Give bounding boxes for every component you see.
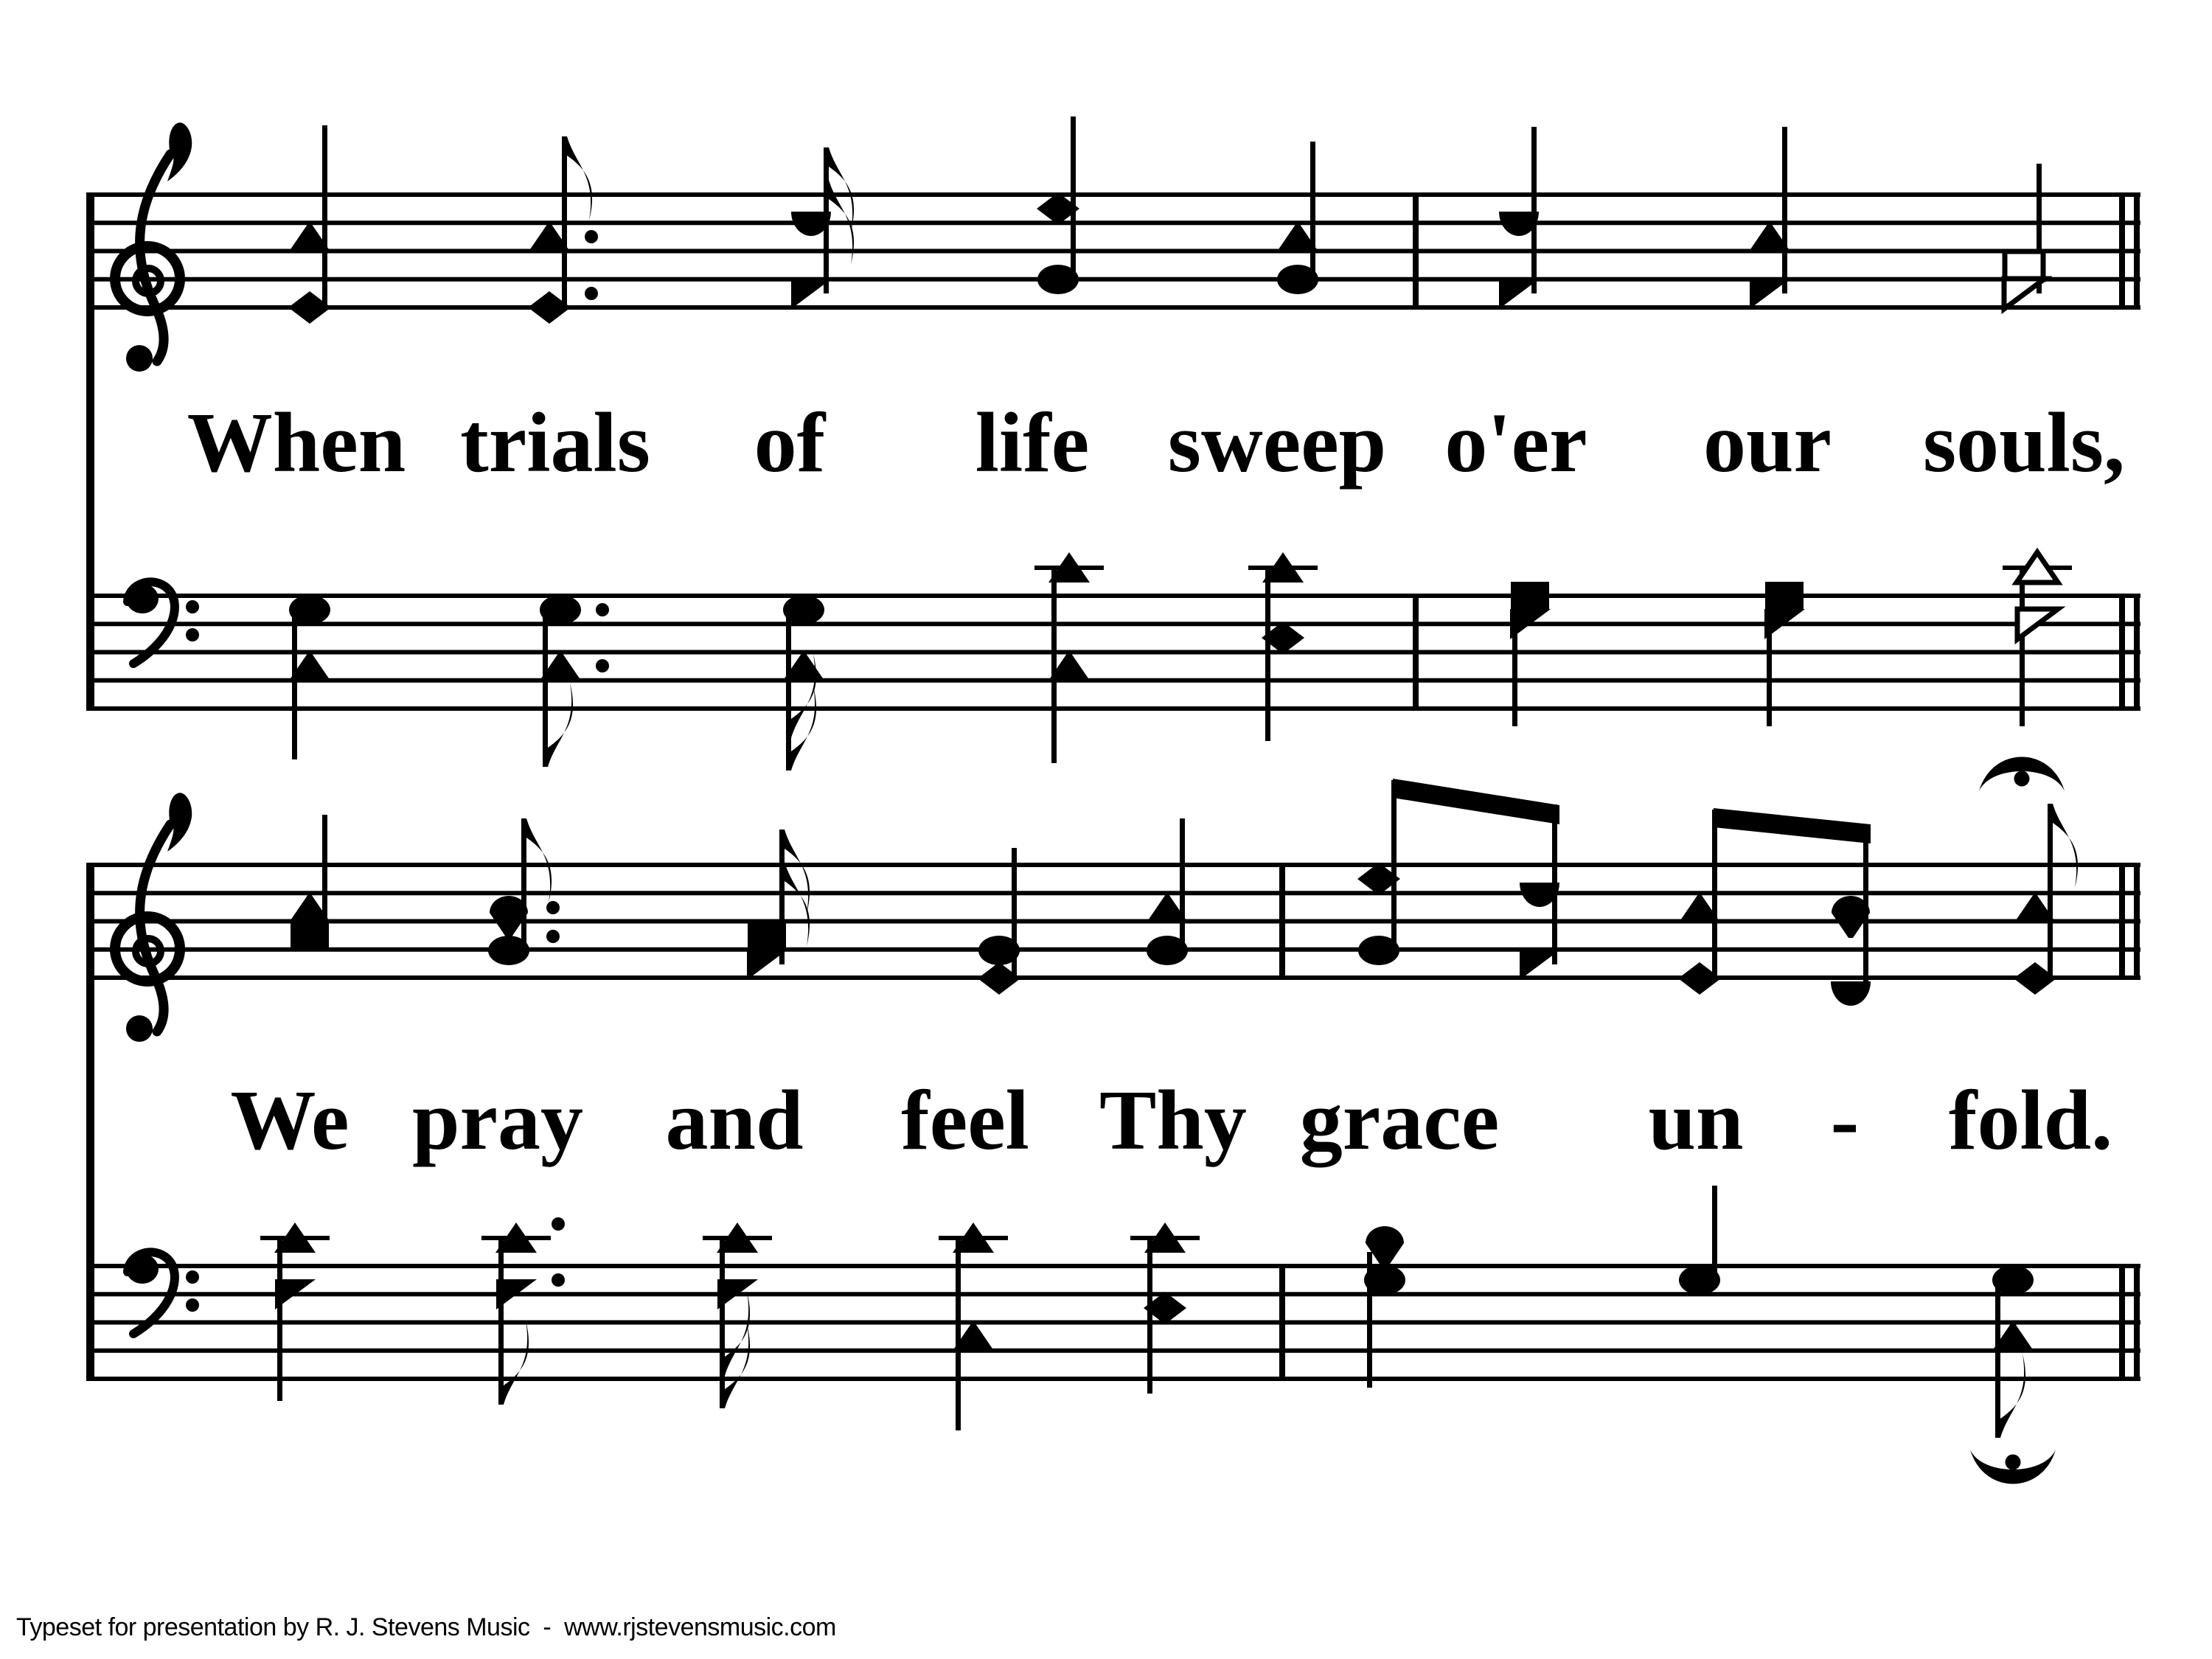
note-chord	[2017, 552, 2058, 726]
note-stem	[498, 1238, 504, 1405]
notehead-fa	[1499, 279, 1540, 309]
note-stem	[521, 818, 526, 950]
bass-clef-dot	[186, 628, 199, 641]
note-chord	[2004, 164, 2045, 309]
notehead-sol	[1364, 1265, 1405, 1295]
treble-clef-hook	[167, 793, 192, 852]
notehead-fa	[2004, 279, 2045, 309]
treble-clef-dot	[126, 345, 153, 372]
final-barline	[2119, 192, 2125, 310]
treble-clef-icon	[115, 793, 192, 1042]
lyric-word: souls,	[1922, 396, 2126, 490]
treble-staff-2	[92, 780, 2140, 1042]
final-barline	[2134, 863, 2140, 980]
staff-line	[92, 622, 2140, 626]
eighth-flag	[791, 686, 816, 771]
notehead-fa-path	[791, 279, 832, 309]
staff-line	[92, 1349, 2140, 1353]
staff-line	[92, 305, 2140, 310]
eighth-flag	[829, 147, 854, 232]
notehead-sol	[1277, 265, 1318, 294]
note-stem	[1071, 116, 1076, 279]
lyric-word: our	[1703, 396, 1832, 490]
lyric-line-1	[187, 396, 2125, 490]
treble-clef-hook	[167, 122, 192, 181]
staff-line	[92, 220, 2140, 225]
note-chord	[783, 595, 824, 771]
augmentation-dot	[596, 603, 609, 616]
notehead-sol	[978, 936, 1020, 965]
notehead-sol	[488, 936, 529, 965]
notehead-sol	[540, 595, 581, 625]
lyric-word: -	[1830, 1074, 1860, 1168]
staff-line	[92, 919, 2140, 924]
note-stem	[1180, 818, 1185, 950]
staff-line	[92, 891, 2140, 895]
staff-line	[92, 249, 2140, 254]
fermata-dot	[2014, 771, 2030, 787]
staff-line	[92, 1377, 2140, 1381]
notehead-sol	[1992, 1265, 2034, 1295]
note-chord	[2014, 804, 2078, 995]
augmentation-dot	[546, 901, 560, 914]
lyric-word: feel	[901, 1074, 1029, 1168]
notehead-la	[291, 922, 329, 950]
lyric-line-2	[230, 1074, 2112, 1168]
note-stem	[786, 610, 791, 771]
eighth-flag	[2000, 1354, 2025, 1438]
measure-barline	[1413, 594, 1419, 711]
note-stem	[2048, 804, 2053, 978]
augmentation-dot	[585, 287, 598, 300]
note-stem	[1712, 1186, 1717, 1280]
bass-clef-dot	[186, 1298, 199, 1312]
notehead-la	[748, 922, 786, 950]
note-chord	[289, 815, 330, 950]
notehead-fa	[1750, 279, 1790, 309]
staff-line	[92, 947, 2140, 952]
notehead-sol	[783, 595, 824, 625]
augmentation-dot	[552, 1273, 565, 1287]
notehead-sol	[1358, 936, 1399, 965]
note-stem	[956, 1238, 961, 1430]
note-stem	[1310, 142, 1315, 279]
notehead-fa-path	[1499, 279, 1540, 309]
note-stem	[1712, 810, 1717, 978]
staff-line	[92, 678, 2140, 683]
note-chord	[1277, 142, 1318, 294]
staff-line	[92, 594, 2140, 598]
note-chord	[528, 136, 598, 324]
beam	[1393, 779, 1559, 824]
notehead-fa-path	[1750, 279, 1790, 309]
eighth-flag	[567, 136, 592, 220]
lyric-word: grace	[1299, 1074, 1500, 1168]
note-chord	[1262, 552, 1304, 741]
lyric-word: o'er	[1444, 396, 1587, 490]
staff-line	[92, 706, 2140, 711]
eighth-flag	[2053, 804, 2078, 888]
note-chord	[1520, 804, 1560, 980]
lyric-word: fold.	[1948, 1074, 2113, 1168]
lyric-word: and	[665, 1074, 804, 1168]
note-chord	[1499, 127, 1540, 309]
note-chord	[1679, 1186, 1720, 1295]
notehead-fa	[791, 279, 832, 309]
note-chord	[495, 1217, 565, 1405]
note-chord	[1037, 116, 1079, 294]
note-stem	[277, 1238, 282, 1401]
staff-line	[92, 1292, 2140, 1296]
fermata-dot	[2006, 1455, 2021, 1470]
note-stem	[1782, 127, 1787, 293]
note-stem	[1531, 127, 1537, 293]
system-start-barline	[86, 863, 94, 1381]
treble-clef-icon	[115, 122, 192, 372]
lyric-word: un	[1648, 1074, 1744, 1168]
measure-barline	[1413, 192, 1419, 310]
note-stem	[562, 136, 567, 307]
measure-barline	[1279, 863, 1285, 980]
notehead-sol	[1147, 936, 1188, 965]
note-chord	[1749, 127, 1790, 309]
note-chord	[1678, 810, 1721, 995]
note-stem	[1995, 1280, 2000, 1438]
notehead-la	[1765, 582, 1804, 610]
staff-line	[92, 975, 2140, 980]
fermata-icon	[1970, 1450, 2056, 1484]
augmentation-dot	[585, 230, 598, 243]
eighth-flag	[504, 1321, 529, 1405]
bass-clef-dot	[186, 600, 199, 613]
note-stem	[1147, 1238, 1152, 1394]
treble-staff-1	[92, 116, 2140, 372]
notehead-sol	[1679, 1265, 1720, 1295]
note-chord	[1364, 1226, 1405, 1388]
note-stem	[322, 125, 327, 307]
lyric-word: trials	[460, 396, 650, 490]
lyric-word: sweep	[1167, 396, 1387, 490]
final-barline	[2119, 863, 2125, 980]
note-stem	[1051, 568, 1057, 763]
notehead-re	[1831, 981, 1871, 1006]
final-barline	[2134, 594, 2140, 711]
eighth-flag	[725, 1324, 750, 1408]
eighth-flag	[526, 818, 552, 902]
note-stem	[543, 610, 548, 767]
note-chord	[1357, 780, 1400, 965]
treble-clef-dot	[126, 1015, 153, 1042]
eighth-flag	[785, 830, 810, 914]
bass-staff-1	[92, 552, 2140, 771]
staff-line	[92, 192, 2140, 197]
bass-staff-2	[92, 1186, 2140, 1438]
lyric-word: Thy	[1099, 1074, 1247, 1168]
notehead-la	[2005, 251, 2043, 279]
augmentation-dot	[596, 659, 609, 672]
notehead-re-path	[1831, 981, 1871, 1006]
staff-line	[92, 277, 2140, 282]
note-stem	[292, 610, 297, 759]
note-chord	[289, 595, 330, 759]
staff-line	[92, 1264, 2140, 1268]
final-barline	[2119, 1264, 2125, 1381]
beam	[1714, 808, 1871, 844]
system-start-barline	[86, 192, 94, 711]
note-chord	[1048, 552, 1090, 763]
lyric-word: life	[975, 396, 1090, 490]
notehead-sol	[1037, 265, 1079, 294]
staff-line	[92, 1321, 2140, 1325]
notehead-fa-path	[2004, 279, 2045, 309]
note-chord	[953, 1222, 994, 1430]
note-chord	[274, 1222, 316, 1401]
notehead-sol	[289, 595, 330, 625]
final-barline	[2119, 594, 2125, 711]
eighth-flag	[548, 683, 573, 767]
note-stem	[1391, 780, 1397, 950]
note-stem	[2020, 568, 2025, 726]
lyric-word: pray	[412, 1074, 583, 1168]
note-chord	[747, 830, 810, 980]
bass-clef-dot	[186, 1270, 199, 1284]
footer-credit: Typeset for presentation by R. J. Stevens Music - www.rjstevensmusic.com	[16, 1613, 836, 1641]
measure-barline	[1279, 1264, 1285, 1381]
note-chord	[791, 147, 854, 309]
staff-line	[92, 863, 2140, 867]
final-barline	[2134, 1264, 2140, 1381]
augmentation-dot	[552, 1217, 565, 1231]
final-barline	[2134, 192, 2140, 310]
lyric-word: of	[754, 396, 826, 490]
lyric-word: When	[187, 396, 406, 490]
lyric-word: We	[230, 1074, 349, 1168]
notehead-la	[1511, 582, 1549, 610]
fermata-icon	[1979, 757, 2065, 792]
note-stem	[720, 1238, 725, 1408]
note-stem	[1265, 568, 1270, 741]
staff-line	[92, 650, 2140, 655]
augmentation-dot	[546, 930, 560, 943]
note-chord	[1144, 1222, 1186, 1394]
